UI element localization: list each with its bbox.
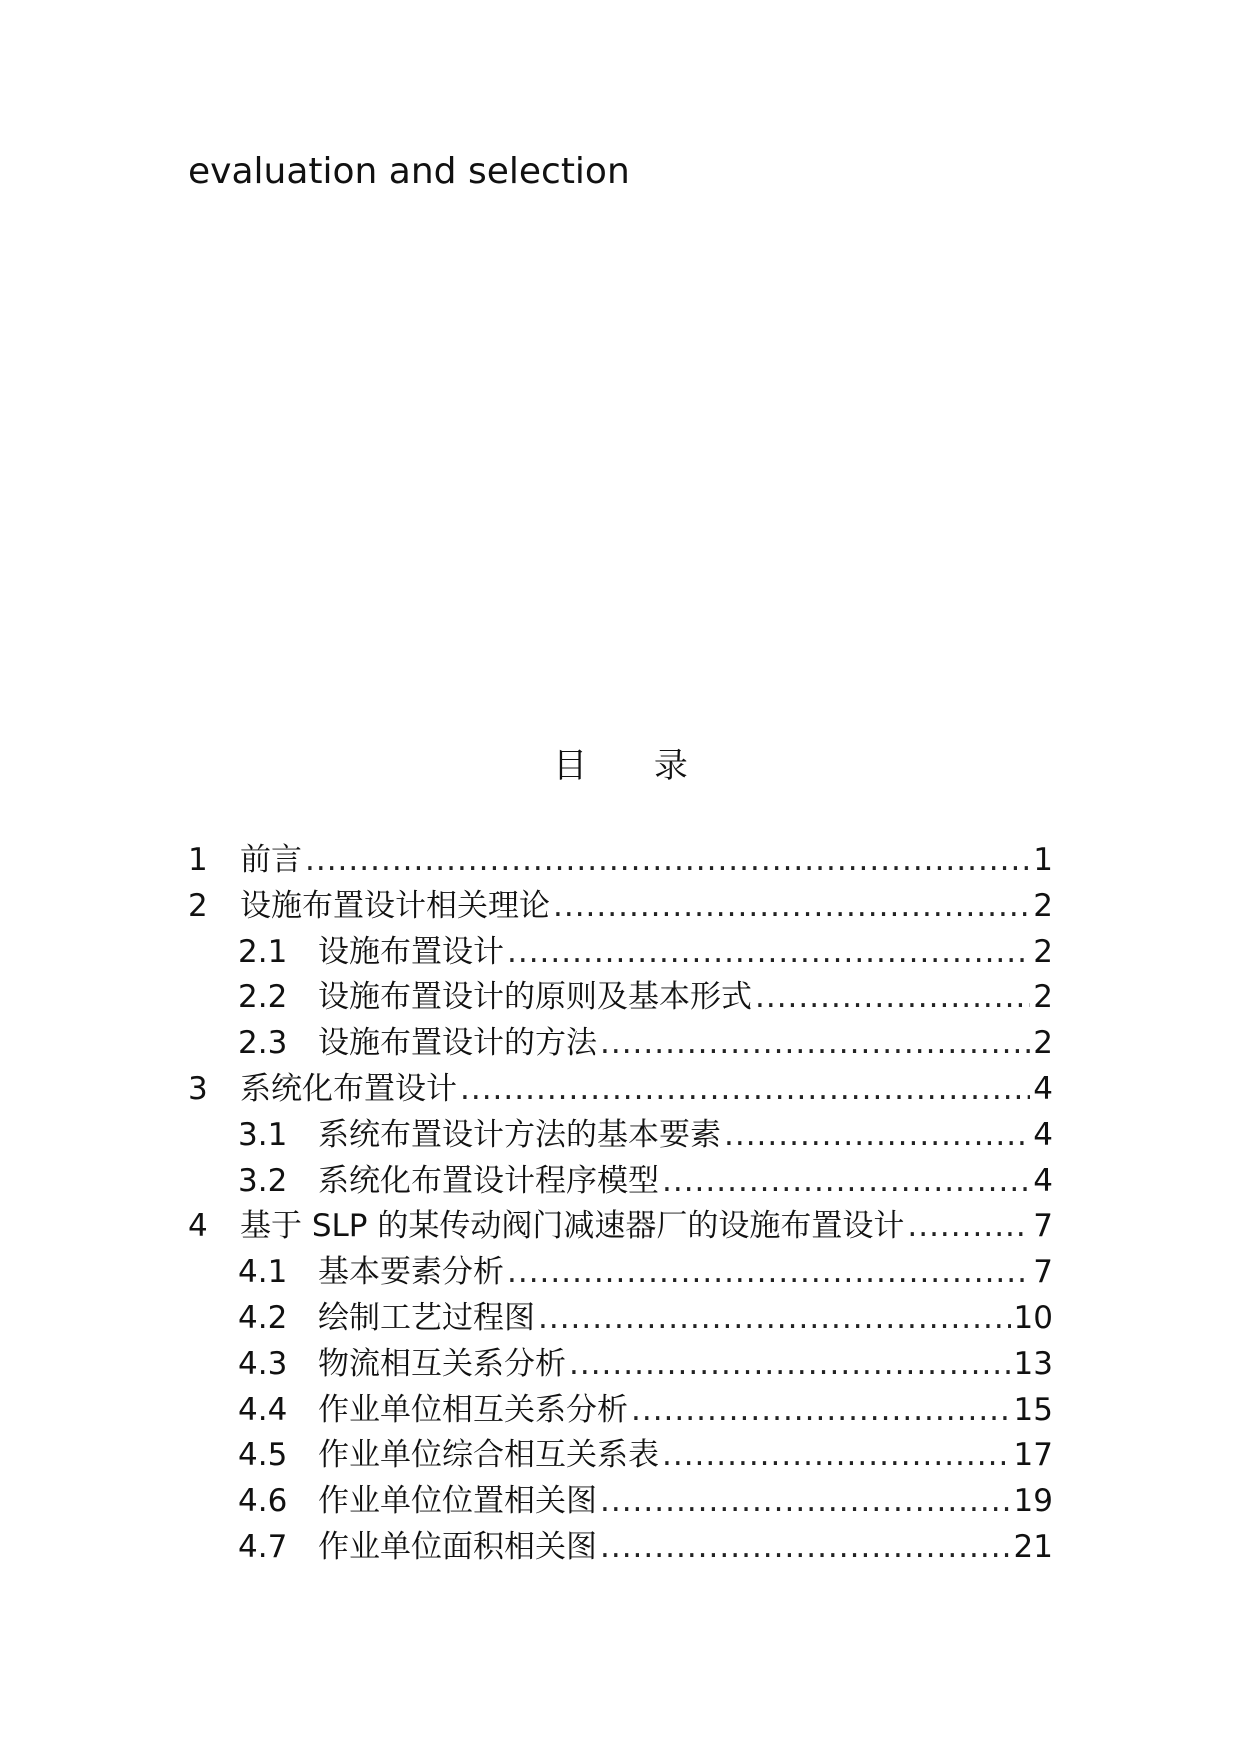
toc-entry-number: 3 (188, 1070, 208, 1107)
toc-entry-title: 系统化布置设计程序模型 (318, 1162, 659, 1199)
toc-entry-page: 2 (1033, 887, 1053, 924)
toc-entry[interactable] (188, 1204, 1053, 1250)
toc-dot-leader (569, 1342, 1011, 1388)
toc-dot-leader (907, 1204, 1030, 1250)
toc-entry-number: 3.1 (238, 1116, 288, 1153)
toc-entry-title: 作业单位面积相关图 (318, 1528, 597, 1565)
toc-entry[interactable] (188, 1433, 1053, 1479)
toc-dot-leader (662, 1159, 1030, 1205)
toc-entry-number: 4.5 (238, 1437, 288, 1474)
toc-entry-page: 21 (1013, 1528, 1053, 1565)
toc-entry-title: 设施布置设计相关理论 (240, 887, 550, 924)
toc-entry[interactable] (188, 1159, 1053, 1205)
toc-title: 目 录 (553, 746, 716, 786)
toc-dot-leader (538, 1296, 1011, 1342)
toc-entry-title: 系统布置设计方法的基本要素 (318, 1116, 721, 1153)
toc-dot-leader (553, 884, 1030, 930)
toc-dot-leader (507, 930, 1030, 976)
toc-entry[interactable] (188, 1113, 1053, 1159)
toc-entry-page: 2 (1033, 1025, 1053, 1062)
toc-entry-page: 15 (1013, 1391, 1053, 1428)
toc-entry-title: 基本要素分析 (318, 1254, 504, 1291)
toc-entry[interactable] (188, 1296, 1053, 1342)
toc-entry-page: 19 (1013, 1483, 1053, 1520)
toc-entry[interactable] (188, 884, 1053, 930)
toc-entry-title: 作业单位相互关系分析 (318, 1391, 628, 1428)
carryover-text: evaluation and selection (188, 151, 630, 192)
toc-dot-leader (755, 975, 1030, 1021)
toc-entry-number: 4 (188, 1208, 208, 1245)
toc-entry-number: 2 (188, 887, 208, 924)
toc-entry-number: 4.7 (238, 1528, 288, 1565)
toc-entry[interactable] (188, 1479, 1053, 1525)
toc-entry-title: 设施布置设计的方法 (318, 1025, 597, 1062)
toc-dot-leader (600, 1525, 1011, 1571)
toc-entry-number: 4.3 (238, 1345, 288, 1382)
toc-dot-leader (460, 1067, 1030, 1113)
toc-entry[interactable] (188, 930, 1053, 976)
toc-entry[interactable] (188, 1067, 1053, 1113)
toc-entry-number: 2.1 (238, 933, 288, 970)
toc-entry-page: 7 (1033, 1208, 1053, 1245)
toc-entry-title: 作业单位位置相关图 (318, 1483, 597, 1520)
toc-entry-page: 17 (1013, 1437, 1053, 1474)
toc-dot-leader (631, 1388, 1011, 1434)
toc-entry-title: 系统化布置设计 (240, 1070, 457, 1107)
toc-entry-title: 物流相互关系分析 (318, 1345, 566, 1382)
toc-entry-title: 作业单位综合相互关系表 (318, 1437, 659, 1474)
toc-entry[interactable] (188, 1250, 1053, 1296)
toc-entry[interactable] (188, 1342, 1053, 1388)
toc-entry[interactable] (188, 975, 1053, 1021)
toc-entry-number: 3.2 (238, 1162, 288, 1199)
toc-entry-number: 4.2 (238, 1299, 288, 1336)
toc-entry-page: 4 (1033, 1070, 1053, 1107)
toc-entry-title: 绘制工艺过程图 (318, 1299, 535, 1336)
toc-entry-title: 设施布置设计 (318, 933, 504, 970)
toc-entry-title: 基于 SLP 的某传动阀门减速器厂的设施布置设计 (240, 1208, 905, 1245)
toc-entry-page: 2 (1033, 979, 1053, 1016)
toc-dot-leader (507, 1250, 1030, 1296)
toc-entry-page: 4 (1033, 1116, 1053, 1153)
toc-entry-number: 4.6 (238, 1483, 288, 1520)
toc-entry-number: 2.3 (238, 1025, 288, 1062)
table-of-contents (188, 838, 1053, 1571)
toc-dot-leader (662, 1433, 1011, 1479)
toc-dot-leader (724, 1113, 1030, 1159)
toc-entry-number: 4.4 (238, 1391, 288, 1428)
toc-dot-leader (305, 838, 1030, 884)
toc-entry-page: 10 (1013, 1299, 1053, 1336)
toc-entry[interactable] (188, 1525, 1053, 1571)
toc-entry[interactable] (188, 838, 1053, 884)
toc-entry-page: 13 (1013, 1345, 1053, 1382)
toc-entry-title: 设施布置设计的原则及基本形式 (318, 979, 752, 1016)
toc-entry-page: 1 (1033, 842, 1053, 878)
toc-entry-page: 2 (1033, 933, 1053, 970)
toc-entry-number: 1 (188, 842, 208, 878)
toc-entry-number: 4.1 (238, 1254, 288, 1291)
toc-dot-leader (600, 1479, 1011, 1525)
toc-dot-leader (600, 1021, 1030, 1067)
toc-entry[interactable] (188, 1021, 1053, 1067)
toc-entry-number: 2.2 (238, 979, 288, 1016)
toc-entry-title: 前言 (240, 842, 302, 878)
toc-entry[interactable] (188, 1388, 1053, 1434)
toc-entry-page: 7 (1033, 1254, 1053, 1291)
toc-entry-page: 4 (1033, 1162, 1053, 1199)
